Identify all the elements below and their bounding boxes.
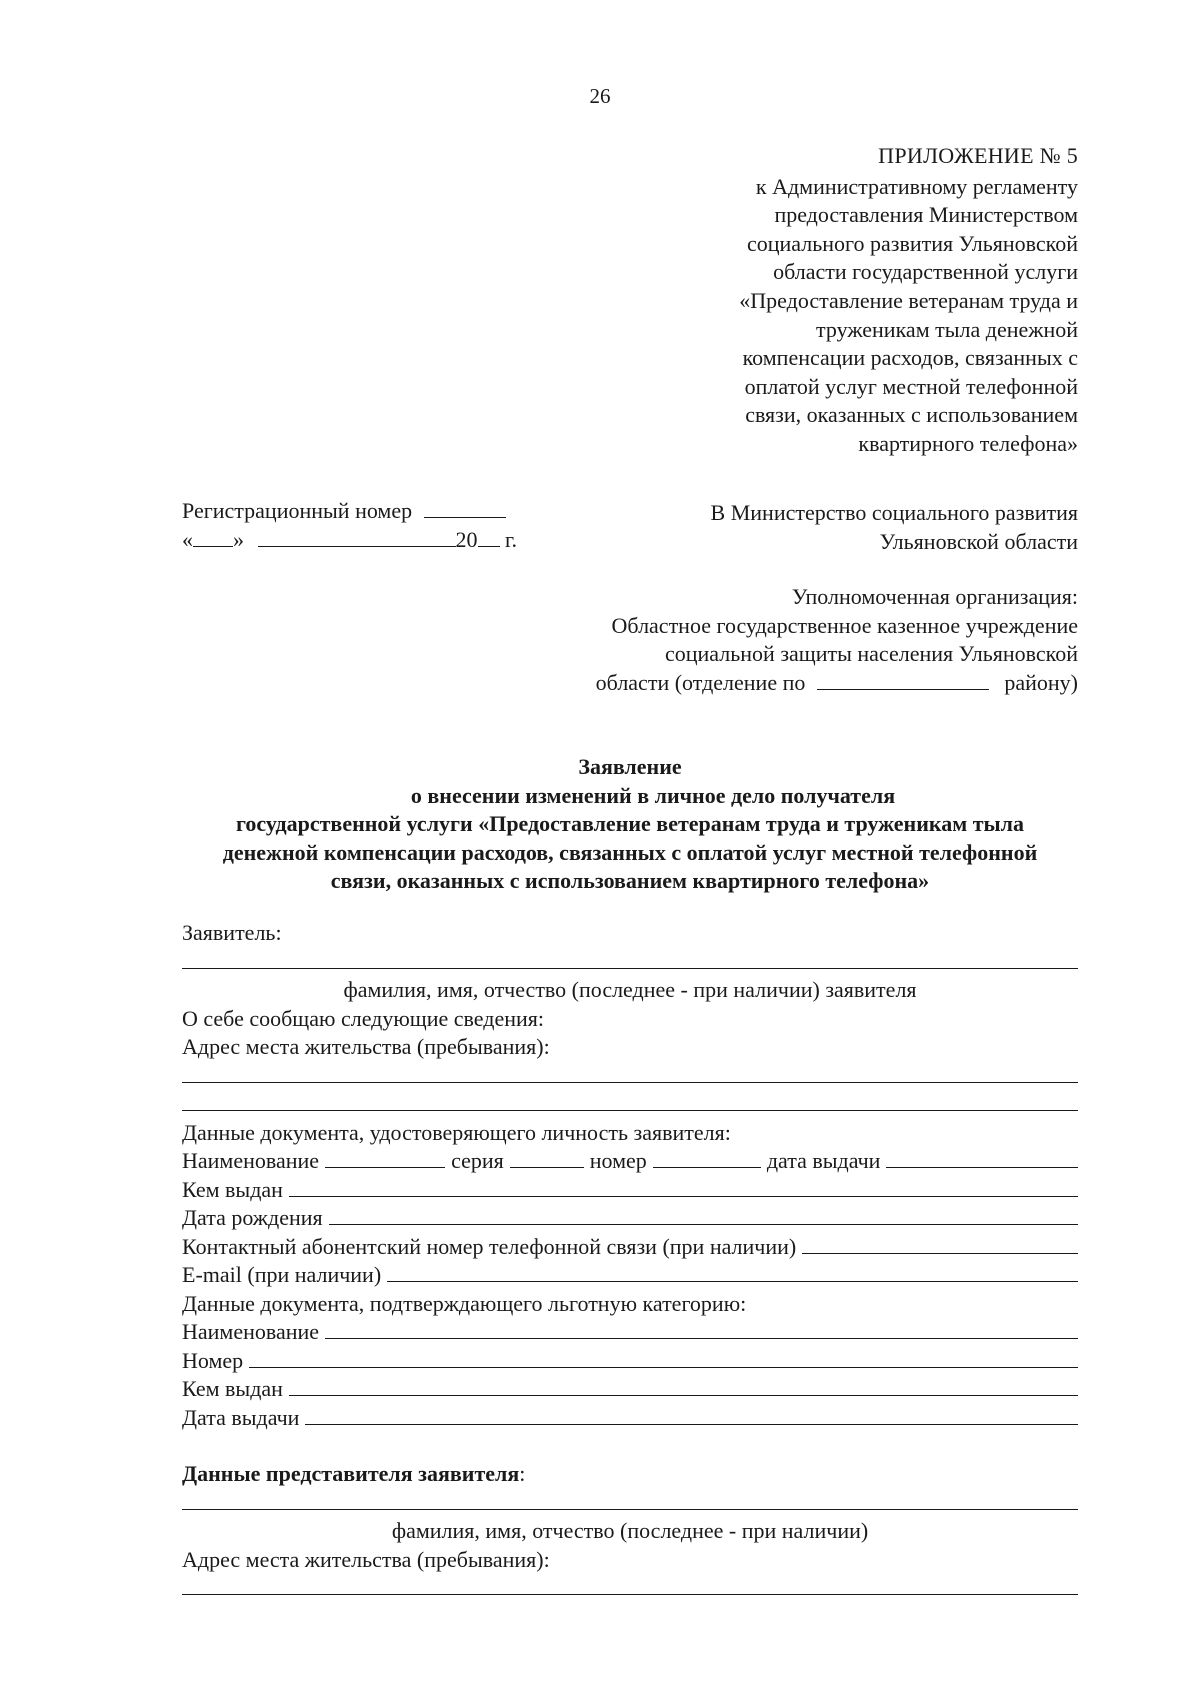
benefit-doc-label-row [182,1290,1078,1319]
id-name-label: Наименование [182,1148,320,1173]
registration-block [182,496,562,554]
issued-by-field[interactable] [289,1176,1078,1197]
organization-block [518,583,1078,697]
benefit-name-field[interactable] [325,1318,1078,1339]
benefit-issue-date-field[interactable] [305,1404,1078,1425]
annex-line: связи, оказанных с использованием [745,402,1078,428]
benefit-number-label: Номер [182,1347,244,1373]
organization-line-4-suffix: району) [1004,669,1078,695]
id-issue-date-label: дата выдачи [766,1148,881,1173]
organization-line-1: Уполномоченная организация: [791,584,1078,609]
address-label-row [182,1033,1078,1062]
id-series-field[interactable] [510,1147,584,1168]
annex-line: к Административному регламенту [755,173,1078,199]
representative-name-row [182,1489,1078,1518]
phone-label: Контактный абонентский номер телефонной связи (при наличии) [182,1233,797,1259]
representative-label: Данные представителя заявителя [182,1461,520,1486]
application-form [182,919,1078,1603]
benefit-number-row [182,1347,1078,1376]
year-suffix: г. [505,527,518,552]
id-name-field[interactable] [325,1147,445,1168]
benefit-name-label: Наименование [182,1319,320,1344]
benefit-issued-by-field[interactable] [289,1375,1078,1396]
date-year-field[interactable] [478,526,500,547]
date-close-quote: » [233,527,244,552]
about-self-label: О себе сообщаю следующие сведения: [182,1005,545,1031]
representative-address-label-row [182,1546,1078,1575]
annex-line: квартирного телефона» [858,430,1078,456]
annex-line: области государственной услуги [773,259,1078,285]
benefit-issued-by-label: Кем выдан [182,1376,283,1401]
organization-line-4 [518,669,1078,698]
date-open-quote: « [182,527,193,552]
year-prefix: 20 [455,527,478,552]
section-gap [182,1432,1078,1460]
registration-date-row [182,525,562,554]
annex-line: предоставления Министерством [774,202,1078,228]
heading-title: Заявление [578,754,682,779]
representative-address-label: Адрес места жительства (пребывания): [182,1546,550,1572]
benefit-name-row [182,1318,1078,1347]
issued-by-label: Кем выдан [182,1176,283,1202]
id-doc-details-row [182,1147,1078,1176]
addressee-block [558,498,1078,556]
address-field-line-2[interactable] [182,1090,1078,1111]
id-number-label: номер [589,1148,647,1173]
annex-line: компенсации расходов, связанных с [742,345,1078,371]
document-heading [182,753,1078,896]
registration-number-label: Регистрационный номер [182,498,413,523]
heading-line-5: связи, оказанных с использованием квартирного телефона» [330,868,930,893]
annex-line: социального развития Ульяновской [746,230,1078,256]
representative-caption-row [182,1517,1078,1546]
applicant-name-row [182,948,1078,977]
date-month-field[interactable] [258,526,456,547]
phone-field[interactable] [802,1233,1078,1254]
address-field-line-1[interactable] [182,1062,1078,1083]
address-line-1-row [182,1062,1078,1091]
district-field[interactable] [817,669,989,690]
email-field[interactable] [387,1261,1078,1282]
annex-line: труженикам тыла денежной [816,316,1078,342]
benefit-number-field[interactable] [249,1347,1078,1368]
birth-date-field[interactable] [329,1204,1078,1225]
annex-line: оплатой услуг местной телефонной [744,373,1078,399]
heading-line-4: денежной компенсации расходов, связанных с оплатой услуг местной телефонной [222,839,1038,865]
birth-date-row [182,1204,1078,1233]
about-self-row [182,1005,1078,1034]
page-number: 26 [589,84,611,108]
registration-number-field[interactable] [424,497,506,518]
annex-line: «Предоставление ветеранам труда и [739,287,1078,313]
heading-line-3: государственной услуги «Предоставление ветеранам труда и труженикам тыла [235,811,1025,836]
applicant-caption-row [182,976,1078,1005]
benefit-doc-label: Данные документа, подтверждающего льготную категорию: [182,1290,747,1316]
representative-address-line-row [182,1574,1078,1603]
organization-line-3: социальной защиты населения Ульяновской [664,641,1078,666]
organization-line-4-prefix: области (отделение по [595,669,806,695]
id-number-field[interactable] [653,1147,761,1168]
id-doc-label-row [182,1119,1078,1148]
date-day-field[interactable] [193,526,233,547]
email-label: E-mail (при наличии) [182,1262,382,1287]
applicant-label-row [182,919,1078,948]
birth-date-label: Дата рождения [182,1205,323,1230]
applicant-label: Заявитель: [182,920,282,945]
benefit-issue-date-label: Дата выдачи [182,1404,300,1430]
applicant-name-field[interactable] [182,948,1078,969]
annex-block [658,142,1078,459]
benefit-issue-date-row [182,1404,1078,1433]
address-label: Адрес места жительства (пребывания): [182,1034,550,1059]
registration-number-row [182,496,562,525]
representative-address-field[interactable] [182,1574,1078,1595]
address-line-2-row [182,1090,1078,1119]
id-issue-date-field[interactable] [886,1147,1078,1168]
phone-row [182,1233,1078,1262]
email-row [182,1261,1078,1290]
heading-line-2: о внесении изменений в личное дело получателя [410,782,896,808]
representative-caption: фамилия, имя, отчество (последнее - при наличии) [391,1518,869,1543]
id-series-label: серия [451,1148,504,1173]
representative-label-row [182,1460,1078,1489]
issued-by-row [182,1176,1078,1205]
annex-title: ПРИЛОЖЕНИЕ № 5 [878,143,1078,168]
addressee-line-2: Ульяновской области [879,529,1078,554]
representative-colon: : [519,1461,526,1486]
id-doc-label: Данные документа, удостоверяющего личность заявителя: [182,1119,731,1145]
addressee-line-1: В Министерство социального развития [710,500,1078,525]
benefit-issued-by-row [182,1375,1078,1404]
representative-name-field[interactable] [182,1489,1078,1510]
organization-line-2: Областное государственное казенное учреждение [611,612,1078,638]
applicant-caption: фамилия, имя, отчество (последнее - при наличии) заявителя [343,977,917,1002]
